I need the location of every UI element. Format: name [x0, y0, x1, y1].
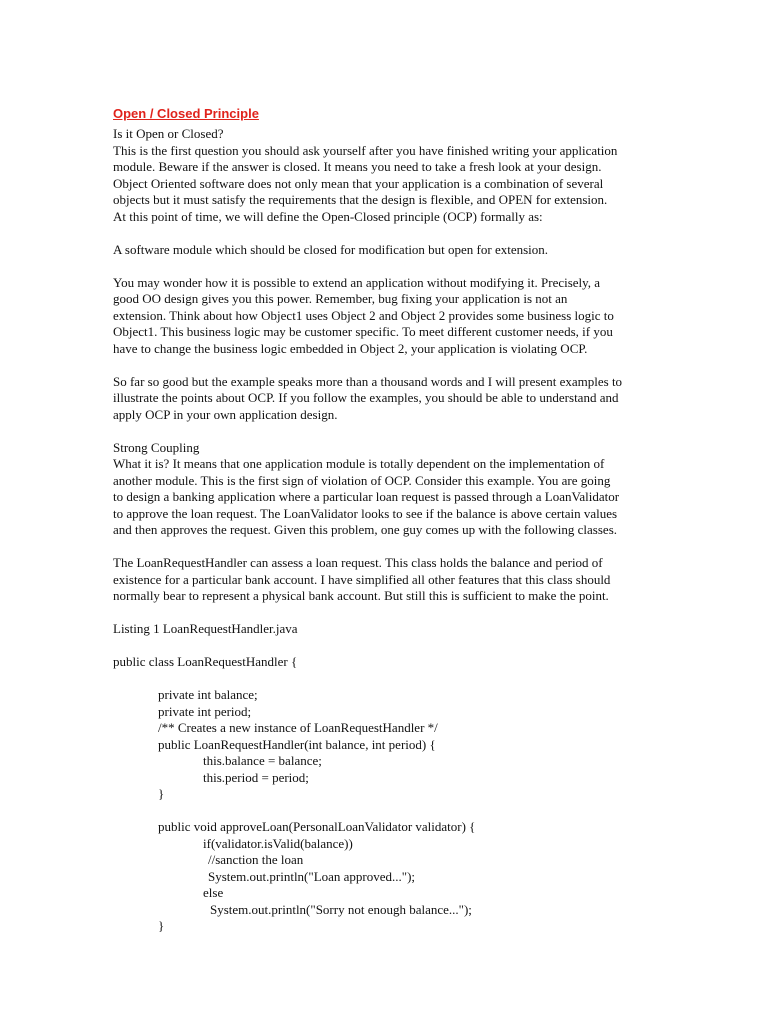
document-body: [113, 106, 658, 935]
code-line: if(validator.isValid(balance)): [203, 835, 353, 851]
code-line: this.period = period;: [203, 769, 309, 785]
text-line: normally bear to represent a physical bank account. But still this is sufficient to make the point.: [113, 588, 609, 603]
code-line: /** Creates a new instance of LoanRequestHandler */: [158, 720, 438, 735]
text-line: Object1. This business logic may be customer specific. To meet different customer needs, if you: [113, 324, 613, 339]
text-line: At this point of time, we will define the Open-Closed principle (OCP) formally as:: [113, 208, 543, 224]
listing-caption: Listing 1 LoanRequestHandler.java: [113, 621, 298, 636]
code-line: public void approveLoan(PersonalLoanValidator validator) {: [158, 819, 476, 834]
text-line: What it is? It means that one application module is totally dependent on the implementation of: [113, 456, 605, 471]
text-line: extension. Think about how Object1 uses Object 2 and Object 2 provides some business logic to: [113, 307, 614, 323]
text-line: Is it Open or Closed?: [113, 126, 224, 141]
code-line: System.out.println("Sorry not enough balance...");: [210, 901, 472, 917]
code-line: System.out.println("Loan approved...");: [208, 868, 416, 884]
text-line: module. Beware if the answer is closed. It means you need to take a fresh look at your design.: [113, 159, 602, 174]
code-line: public LoanRequestHandler(int balance, int period) {: [158, 736, 436, 752]
text-line: to design a banking application where a particular loan request is passed through a LoanValidator: [113, 489, 620, 504]
examples-paragraph: [113, 374, 658, 424]
text-line: and then approves the request. Given this problem, one guy comes up with the following classes.: [113, 522, 618, 537]
text-line: have to change the business logic embedded in Object 2, your application is violating OCP.: [113, 340, 588, 356]
handler-paragraph: [113, 555, 658, 605]
text-line: good OO design gives you this power. Remember, bug fixing your application is not an: [113, 291, 568, 306]
code-listing: [113, 654, 658, 935]
text-line: So far so good but the example speaks more than a thousand words and I will present examples to: [113, 373, 623, 389]
code-line: }: [158, 786, 165, 801]
text-line: existence for a particular bank account. I have simplified all other features that this class should: [113, 571, 611, 587]
text-line: Object Oriented software does not only mean that your application is a combination of several: [113, 175, 604, 191]
extend-paragraph: [113, 275, 658, 358]
text-line: illustrate the points about OCP. If you follow the examples, you should be able to understand and: [113, 390, 619, 405]
page-title: Open / Closed Principle: [113, 106, 259, 121]
code-line: //sanction the loan: [208, 852, 304, 867]
text-line: another module. This is the first sign of violation of OCP. Consider this example. You are going: [113, 472, 611, 488]
code-line: public class LoanRequestHandler {: [113, 654, 298, 669]
ocp-definition: A software module which should be closed for modification but open for extension.: [113, 241, 549, 257]
code-line: else: [203, 885, 224, 900]
code-line: private int balance;: [158, 687, 258, 702]
code-line: this.balance = balance;: [203, 753, 322, 768]
text-line: This is the first question you should ask yourself after you have finished writing your application: [113, 142, 618, 158]
text-line: apply OCP in your own application design.: [113, 406, 338, 422]
text-line: to approve the loan request. The LoanValidator looks to see if the balance is above certain values: [113, 505, 618, 521]
intro-paragraph: [113, 126, 658, 225]
coupling-paragraph: [113, 440, 658, 539]
text-line: You may wonder how it is possible to extend an application without modifying it. Precisely, a: [113, 274, 601, 290]
code-line: }: [158, 918, 165, 933]
text-line: objects but it must satisfy the requirements that the design is flexible, and OPEN for extension.: [113, 192, 608, 207]
text-line: The LoanRequestHandler can assess a loan request. This class holds the balance and period of: [113, 555, 603, 570]
section-heading: Strong Coupling: [113, 439, 200, 455]
code-line: private int period;: [158, 703, 252, 719]
